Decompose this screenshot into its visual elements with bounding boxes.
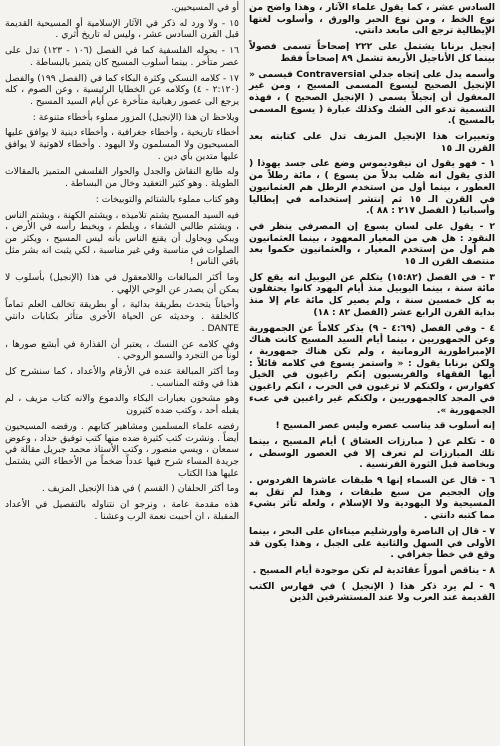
paragraph: وما أكثر الحلفان ( القسم ) في هذا الإنجيل المزيف . (41, 483, 239, 495)
paragraph: ١٧ - كلامه النسكي وكثرة البكاء كما في (الفصل ١٩٩) والفصل (٢:١٢٠ - ٤) وكلامه عن الخطايا الرئيسية ، وعن الصوم ، كله يرجع الى عصور رهبانية متأخرة عن أيام السيد المسيح . (5, 72, 240, 107)
paragraph: وما أكثر المبالغات واللامعقول في هذا (الإنجيل) بأسلوب لا يمكن أن يصدر عن الوحي الإلهي . (5, 272, 239, 295)
paragraph: وهو كتاب مملوء بالشتائم والتوبيخات : (95, 193, 239, 205)
paragraph: ٩ - لم يرد ذكر هذا ( الإنجيل ) في فهارس الكتب القديمة عند العرب ولا عند المستشرقين الذين (249, 580, 495, 604)
paragraph: رفضه علماء المسلمين ومشاهير كتابهم . ورفضه المسيحيون أيضاً . ونشرت كتب كثيرة ضده منها كتب توفيق حداد ، وعوض سمعان ، ويسي منصور ، وكتب الأستاذ محمد جبريل مقالة في جريدة المساء شرح فيها عدداً ضخماً من الأخطاء التي يشتمل عليها هذا الكتاب (5, 420, 239, 479)
paragraph: ١ - فهو يقول ان نيقوديموس وضع على جسد يهوذا ( الذي يقول انه صُلب بدلاً من يسوع ) ، مائة رطلاً من العطور ، بينما أول من استخدم الرطل هم العثمانيون في القرن الـ ١٥ ثم إنتشر إستخدامه في إيطاليا وأسبانيا ( الفصل ٢١٧ : ٨٨ ). (249, 158, 496, 217)
paragraph: إنه أسلوب قد يناسب عصره وليس عصر المسيح ! (275, 420, 495, 432)
paragraph: ٣ - في الفصل (١٥:٨٢) يتكلم عن اليوبيل انه يقع كل مائة سنة ، بينما اليوبيل منذ أيام اليهود كانوا يحتفلون به كل خمسين سنة ، ولم يصير كل مائة عام إلا منذ بداية القرن الرابع عشر (الفصل ٨٢ : ١٨) (249, 271, 495, 318)
paragraph: ٨ - يناقض أموراً عقائدية لم تكن موجودة أيام المسيح . (252, 564, 495, 576)
paragraph: أو في المسيحيين. (171, 2, 239, 13)
paragraph: ٤ - وفي الفصل (٤:٦٩ - ٩) يذكر كلاماً عن الجمهورية وعن الجمهوريين ، بينما أيام السيد المسيح كانت هناك الإمبراطورية الرومانية ، ولم تكن هناك جمهورية ، ولكن برنابا يقول : « واستمر يسوع في كلامه قائلاً : أيها الفقهاء والفريسيون إنكم راغبون في الخيل كفوارس ، ولكنكم لا ترغبون في الحرب ، انكم راغبون في المجد كالجمهوريين ، ولكنكم غير راغبين في عبء الجمهورية ». (249, 322, 495, 416)
paragraph: وهو مشحون بعبارات البكاء والدموع والانه كتاب مزيف ، لم يقبله أحد ، وكتب ضده كثيرون (5, 393, 239, 417)
paragraph: وفي كلامه عن النسك ، يعتبر أن القذارة في أبشع صورها ، لوناً من التجرد والسمو الروحي . (5, 338, 239, 362)
paragraph: وتعبيرات هذا الإنجيل المزيف تدل على كتابته بعد القرن الـ ١٥ (249, 131, 495, 154)
left-column (0, 0, 244, 746)
paragraph: وله طابع النقاش والجدل والحوار الفلسفي المتميز بالمقالات الطويلة . وهو كثير التعقيد وخال من البساطة . (5, 166, 239, 190)
paragraph: أخطاء تاريخية ، وأخطاء جغرافية ، وأخطاء دينية لا يوافق عليها المسيحيون ولا المسلمون ولا اليهود . وأخطاء لاهوتية لا يوافق عليها متدين بأي دين . (5, 127, 239, 162)
paragraph: السادس عشر ، كما يقول علماء الآثار ، وهذا واضح من نوع الخط ، ومن نوع الحبر والورق ، وأسلوب لغتها الإيطالية ترجع الى مابعد دانتي. (249, 2, 495, 37)
paragraph: وما أكثر المبالغة عنده في الأرقام والأعداد ، كما سنشرح كل هذا في وقته المناسب . (5, 365, 239, 389)
paragraph: وأسمه يدل على إتجاه جدلي Contraversial فيسمى « الإنجيل الصحيح ليسوع المسمى المسيح ، ومن غير المعقول أن إنجيلاً يسمى ( الإنجيل الصحيح ) ، فهذه التسمية تدعو الى الشك وكذلك عبارة ( يسوع المسمى بالمسيح ). (249, 68, 496, 127)
paragraph: هذه مقدمة عامة ، ونرجو ان نتناوله بالتفصيل في الأعداد المقبلة ، ان أحببت نعمة الرب وعشنا . (5, 499, 239, 522)
paragraph: ٢ - يقول على لسان يسوع إن المصرفي ينظر في النقود : هل هي من المعيار المعهود ، بينما العثمانيون هم أول من إستخدم المعيار ، والعثمانيون حكموا بعد منتصف القرن الـ ١٥ (249, 220, 495, 268)
column-divider (244, 0, 245, 746)
paragraph: ١٦ - بحوله الفلسفية كما في الفصل (١٠٦ - ١٢٣) تدل على عصر متأخر . بينما أسلوب المسيح كان يتميز بالبساطة . (5, 45, 240, 68)
paragraph: ٥ - تكلم عن ( مبارزات العشاق ) أيام المسيح ، بينما تلك المبارزات لم تعرف إلا في العصور الوسطى ، وبخاصة قبل الثورة الفرنسية . (249, 435, 495, 471)
paragraph: وأحياناً يتحدث بطريقة بدائية ، أو بطريقة تخالف العلم تماماً كالخلقة . وحديثه عن الحياة الأخرى متأثر بكتابات دانتي DANTE . (5, 299, 239, 334)
right-column (244, 0, 500, 746)
paragraph: إنجيل برنابا يشتمل على ٢٢٢ إصحاحاً تسمى فصولاً بينما كل الأناجيل الأربعة تشمل ٨٩ إصحاحاً فقط (249, 41, 495, 64)
paragraph: ٦ - قال عن السماء إنها ٩ طبقات عاشرها الفردوس . وإن الجحيم من سبع طبقات ، وهذا لم تقل به المسيحية ولا اليهودية ولا الإسلام ، ولعله تأثر بشيء مما كتبه دانتي . (249, 475, 496, 522)
paragraph: ٧ - قال إن الناصرة وأورشليم ميناءان على البحر ، بينما الأولى في السهل والثانية على الجبل ، وهذا يكون قد وقع في خطأ جغرافي . (249, 525, 495, 561)
paragraph: فيه السيد المسيح يشتم تلاميذه ، ويشتم الكهنة ، ويشتم الناس ، ويشتم طالبي الشفاء ، ويلطم ، ويخبط رأسه في الأرض ، ويبكي ويحاول أن يقنع الناس بأنه ليس المسيح ، ويكثر من الصلوات في مناسبة وفي غير مناسبة ، لكي يثبت انه بشر مثل باقي الناس ! (5, 209, 239, 268)
paragraph: ١٥ - ولا ورد له ذكر في الآثار الإسلامية أو المسيحية القديمة قبل القرن السادس عشر ، وليس له تاريخ أثري . (5, 17, 239, 41)
paragraph: ويلاحظ ان هذا (الإنجيل) المزور مملوء بأخطاء متنوعة : (32, 111, 239, 123)
